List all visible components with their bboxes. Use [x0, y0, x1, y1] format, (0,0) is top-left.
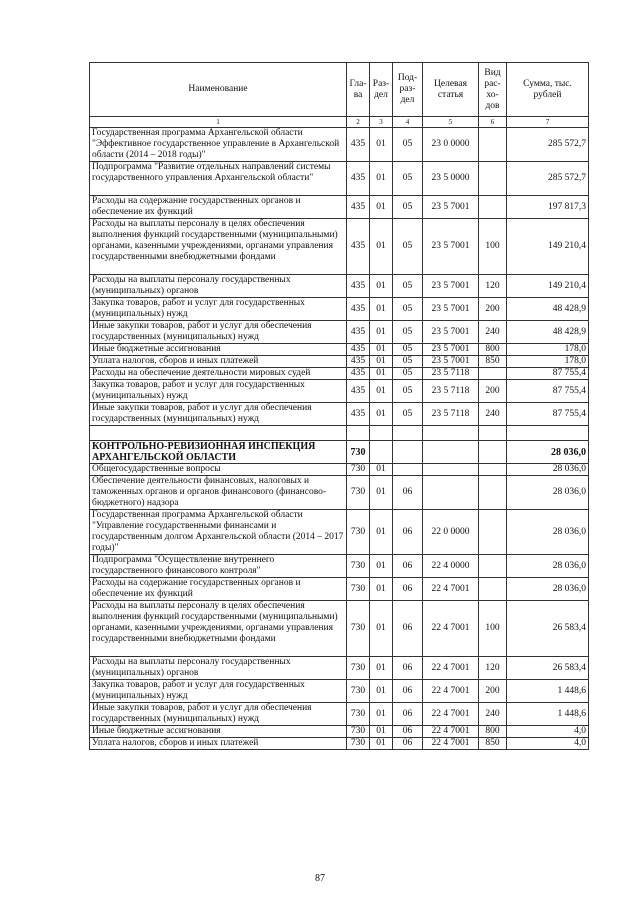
row-summa: 149 210,4: [507, 275, 589, 298]
table-row: [90, 738, 589, 750]
row-celevaya: [423, 464, 479, 476]
row-glava: 730: [347, 680, 370, 703]
table-row: [90, 726, 589, 738]
blank-cell: [370, 426, 393, 441]
row-celevaya: 23 5 7001: [423, 321, 479, 344]
row-glava: 435: [347, 298, 370, 321]
row-vid: 100: [479, 601, 507, 657]
table-row: [90, 344, 589, 356]
row-vid: 120: [479, 657, 507, 680]
row-podrazdel: [393, 464, 423, 476]
row-glava: 435: [347, 162, 370, 196]
row-podrazdel: 05: [393, 356, 423, 368]
row-celevaya: 23 5 7118: [423, 380, 479, 403]
row-vid: 240: [479, 703, 507, 726]
row-razdel: 01: [370, 162, 393, 196]
row-razdel: 01: [370, 738, 393, 750]
row-glava: 435: [347, 344, 370, 356]
table-row: [90, 321, 589, 344]
row-podrazdel: 06: [393, 657, 423, 680]
header-celevaya: Целевая статья: [423, 63, 479, 117]
row-glava: 435: [347, 368, 370, 380]
row-glava: 730: [347, 555, 370, 578]
table-row: [90, 356, 589, 368]
row-vid: 100: [479, 219, 507, 275]
row-summa: 26 583,4: [507, 657, 589, 680]
row-vid: [479, 368, 507, 380]
row-name: Закупка товаров, работ и услуг для государственных (муниципальных) нужд: [90, 380, 347, 403]
row-vid: [479, 555, 507, 578]
row-vid: 240: [479, 403, 507, 426]
row-podrazdel: 05: [393, 403, 423, 426]
row-razdel: 01: [370, 703, 393, 726]
row-celevaya: 22 4 7001: [423, 680, 479, 703]
row-summa: 87 755,4: [507, 403, 589, 426]
row-glava: 435: [347, 275, 370, 298]
table-row: [90, 368, 589, 380]
row-glava: 730: [347, 601, 370, 657]
row-glava: 435: [347, 380, 370, 403]
row-name: Расходы на содержание государственных органов и обеспечение их функций: [90, 196, 347, 219]
header-razdel: Раз- дел: [370, 63, 393, 117]
row-razdel: 01: [370, 464, 393, 476]
row-glava: 730: [347, 464, 370, 476]
row-podrazdel: 05: [393, 298, 423, 321]
row-vid: [479, 464, 507, 476]
row-summa: 285 572,7: [507, 162, 589, 196]
colnum: 3: [370, 117, 393, 128]
row-glava: 730: [347, 578, 370, 601]
row-vid: 120: [479, 275, 507, 298]
row-glava: 730: [347, 657, 370, 680]
row-celevaya: 22 4 7001: [423, 578, 479, 601]
table-row: [90, 578, 589, 601]
row-celevaya: 22 4 7001: [423, 703, 479, 726]
row-razdel: 01: [370, 380, 393, 403]
table-row: [90, 426, 589, 441]
row-name: Обеспечение деятельности финансовых, налоговых и таможенных органов и органов финансового (финансово-бюджетного) надзора: [90, 476, 347, 510]
header-glava: Гла- ва: [347, 63, 370, 117]
row-summa: 178,0: [507, 356, 589, 368]
row-glava: 730: [347, 738, 370, 750]
row-name: Иные закупки товаров, работ и услуг для обеспечения государственных (муниципальных) нужд: [90, 321, 347, 344]
row-summa: 197 817,3: [507, 196, 589, 219]
row-razdel: [370, 441, 393, 464]
row-summa: 28 036,0: [507, 578, 589, 601]
colnum: 5: [423, 117, 479, 128]
row-razdel: 01: [370, 578, 393, 601]
row-name: Уплата налогов, сборов и иных платежей: [90, 738, 347, 750]
row-name: Расходы на выплаты персоналу государственных (муниципальных) органов: [90, 657, 347, 680]
row-glava: 435: [347, 321, 370, 344]
row-glava: 435: [347, 196, 370, 219]
row-celevaya: 23 5 7118: [423, 403, 479, 426]
row-glava: 435: [347, 219, 370, 275]
row-vid: [479, 196, 507, 219]
row-name: Расходы на выплаты персоналу в целях обеспечения выполнения функций государственными (муниципальными) органами, казенными учреждениями, органами управления государственными внебюджетными фондами: [90, 219, 347, 275]
row-vid: 800: [479, 726, 507, 738]
row-name: Общегосударственные вопросы: [90, 464, 347, 476]
row-name: Расходы на обеспечение деятельности мировых судей: [90, 368, 347, 380]
row-vid: 200: [479, 680, 507, 703]
row-razdel: 01: [370, 298, 393, 321]
header-vid: Вид рас- хо- дов: [479, 63, 507, 117]
colnum: 6: [479, 117, 507, 128]
row-summa: 4,0: [507, 726, 589, 738]
row-name: КОНТРОЛЬНО-РЕВИЗИОННАЯ ИНСПЕКЦИЯ АРХАНГЕЛЬСКОЙ ОБЛАСТИ: [90, 441, 347, 464]
row-glava: 730: [347, 703, 370, 726]
row-podrazdel: 06: [393, 738, 423, 750]
table-row: [90, 219, 589, 275]
row-vid: 200: [479, 380, 507, 403]
row-summa: 1 448,6: [507, 680, 589, 703]
column-number-row: [90, 117, 589, 128]
table-row: [90, 601, 589, 657]
row-glava: 730: [347, 510, 370, 555]
row-razdel: 01: [370, 680, 393, 703]
header-name: Наименование: [90, 63, 347, 117]
row-celevaya: 22 4 7001: [423, 601, 479, 657]
row-summa: 26 583,4: [507, 601, 589, 657]
page-number: 87: [315, 873, 325, 884]
row-podrazdel: 05: [393, 275, 423, 298]
row-vid: [479, 162, 507, 196]
table-row: [90, 510, 589, 555]
row-razdel: 01: [370, 196, 393, 219]
row-celevaya: 22 4 7001: [423, 657, 479, 680]
row-celevaya: 22 0 0000: [423, 510, 479, 555]
row-summa: 178,0: [507, 344, 589, 356]
row-name: Иные бюджетные ассигнования: [90, 344, 347, 356]
row-celevaya: 23 5 7001: [423, 344, 479, 356]
row-name: Подпрограмма "Развитие отдельных направлений системы государственного управления Архангельской области": [90, 162, 347, 196]
row-celevaya: 22 4 7001: [423, 738, 479, 750]
row-podrazdel: 06: [393, 601, 423, 657]
row-summa: 1 448,6: [507, 703, 589, 726]
row-razdel: 01: [370, 403, 393, 426]
blank-cell: [90, 426, 347, 441]
row-razdel: 01: [370, 344, 393, 356]
row-name: Государственная программа Архангельской области "Управление государственными финансами и государственным долгом Архангельской области (2014 – 2017 годы)": [90, 510, 347, 555]
row-podrazdel: 06: [393, 555, 423, 578]
row-name: Расходы на содержание государственных органов и обеспечение их функций: [90, 578, 347, 601]
table-row: [90, 380, 589, 403]
row-razdel: 01: [370, 726, 393, 738]
row-vid: 240: [479, 321, 507, 344]
header-summa: Сумма, тыс. рублей: [507, 63, 589, 117]
table-row: [90, 128, 589, 162]
row-name: Иные закупки товаров, работ и услуг для обеспечения государственных (муниципальных) нужд: [90, 703, 347, 726]
row-razdel: 01: [370, 601, 393, 657]
row-razdel: 01: [370, 368, 393, 380]
row-podrazdel: 05: [393, 219, 423, 275]
blank-cell: [393, 426, 423, 441]
row-glava: 730: [347, 441, 370, 464]
row-summa: 149 210,4: [507, 219, 589, 275]
row-celevaya: 23 0 0000: [423, 128, 479, 162]
table-row: [90, 162, 589, 196]
row-podrazdel: 06: [393, 726, 423, 738]
row-summa: 28 036,0: [507, 476, 589, 510]
row-razdel: 01: [370, 555, 393, 578]
row-podrazdel: [393, 441, 423, 464]
row-summa: 48 428,9: [507, 321, 589, 344]
row-name: Иные бюджетные ассигнования: [90, 726, 347, 738]
row-celevaya: 22 4 0000: [423, 555, 479, 578]
row-name: Расходы на выплаты персоналу государственных (муниципальных) органов: [90, 275, 347, 298]
row-name: Закупка товаров, работ и услуг для государственных (муниципальных) нужд: [90, 298, 347, 321]
table-row: [90, 403, 589, 426]
row-name: Подпрограмма "Осуществление внутреннего государственного финансового контроля": [90, 555, 347, 578]
row-summa: 28 036,0: [507, 510, 589, 555]
table-row: [90, 680, 589, 703]
row-celevaya: 23 5 7118: [423, 368, 479, 380]
table-row: [90, 476, 589, 510]
row-razdel: 01: [370, 321, 393, 344]
row-summa: 28 036,0: [507, 441, 589, 464]
table-row: [90, 555, 589, 578]
row-podrazdel: 06: [393, 476, 423, 510]
row-podrazdel: 06: [393, 578, 423, 601]
row-vid: [479, 476, 507, 510]
row-podrazdel: 05: [393, 321, 423, 344]
table-row: [90, 441, 589, 464]
blank-cell: [507, 426, 589, 441]
row-podrazdel: 05: [393, 128, 423, 162]
table-row: [90, 703, 589, 726]
row-celevaya: 23 5 0000: [423, 162, 479, 196]
row-vid: [479, 510, 507, 555]
row-razdel: 01: [370, 128, 393, 162]
table-row: [90, 275, 589, 298]
row-vid: 800: [479, 344, 507, 356]
row-podrazdel: 05: [393, 380, 423, 403]
row-glava: 730: [347, 726, 370, 738]
row-razdel: 01: [370, 219, 393, 275]
row-podrazdel: 05: [393, 196, 423, 219]
colnum: 7: [507, 117, 589, 128]
row-vid: [479, 441, 507, 464]
row-razdel: 01: [370, 476, 393, 510]
row-summa: 28 036,0: [507, 464, 589, 476]
row-podrazdel: 06: [393, 703, 423, 726]
header-podrazdel: Под- раз- дел: [393, 63, 423, 117]
row-podrazdel: 05: [393, 368, 423, 380]
row-summa: 4,0: [507, 738, 589, 750]
row-name: Закупка товаров, работ и услуг для государственных (муниципальных) нужд: [90, 680, 347, 703]
row-vid: [479, 578, 507, 601]
table-row: [90, 464, 589, 476]
row-podrazdel: 05: [393, 344, 423, 356]
row-glava: 435: [347, 356, 370, 368]
row-summa: 48 428,9: [507, 298, 589, 321]
row-vid: [479, 128, 507, 162]
row-celevaya: 23 5 7001: [423, 196, 479, 219]
row-name: Уплата налогов, сборов и иных платежей: [90, 356, 347, 368]
row-podrazdel: 05: [393, 162, 423, 196]
row-razdel: 01: [370, 356, 393, 368]
row-celevaya: [423, 441, 479, 464]
row-summa: 87 755,4: [507, 380, 589, 403]
colnum: 2: [347, 117, 370, 128]
row-celevaya: 23 5 7001: [423, 356, 479, 368]
blank-cell: [423, 426, 479, 441]
colnum: 4: [393, 117, 423, 128]
table-row: [90, 196, 589, 219]
row-summa: 87 755,4: [507, 368, 589, 380]
row-name: Иные закупки товаров, работ и услуг для обеспечения государственных (муниципальных) нужд: [90, 403, 347, 426]
table-row: [90, 657, 589, 680]
row-summa: 28 036,0: [507, 555, 589, 578]
row-razdel: 01: [370, 275, 393, 298]
blank-cell: [347, 426, 370, 441]
row-celevaya: 23 5 7001: [423, 219, 479, 275]
colnum: 1: [90, 117, 347, 128]
blank-cell: [479, 426, 507, 441]
row-razdel: 01: [370, 657, 393, 680]
row-podrazdel: 06: [393, 510, 423, 555]
row-name: Расходы на выплаты персоналу в целях обеспечения выполнения функций государственными (муниципальными) органами, казенными учреждениями, органами управления государственными внебюджетными фондами: [90, 601, 347, 657]
row-celevaya: 22 4 7001: [423, 726, 479, 738]
budget-table: [89, 62, 589, 750]
header-row: [90, 63, 589, 117]
row-glava: 435: [347, 403, 370, 426]
row-celevaya: [423, 476, 479, 510]
row-vid: 850: [479, 356, 507, 368]
row-celevaya: 23 5 7001: [423, 275, 479, 298]
row-vid: 850: [479, 738, 507, 750]
row-celevaya: 23 5 7001: [423, 298, 479, 321]
row-summa: 285 572,7: [507, 128, 589, 162]
table-row: [90, 298, 589, 321]
row-glava: 730: [347, 476, 370, 510]
table-body: [90, 128, 589, 750]
row-name: Государственная программа Архангельской области "Эффективное государственное управление в Архангельской области (2014 – 2018 годы)": [90, 128, 347, 162]
row-glava: 435: [347, 128, 370, 162]
row-podrazdel: 06: [393, 680, 423, 703]
row-razdel: 01: [370, 510, 393, 555]
row-vid: 200: [479, 298, 507, 321]
